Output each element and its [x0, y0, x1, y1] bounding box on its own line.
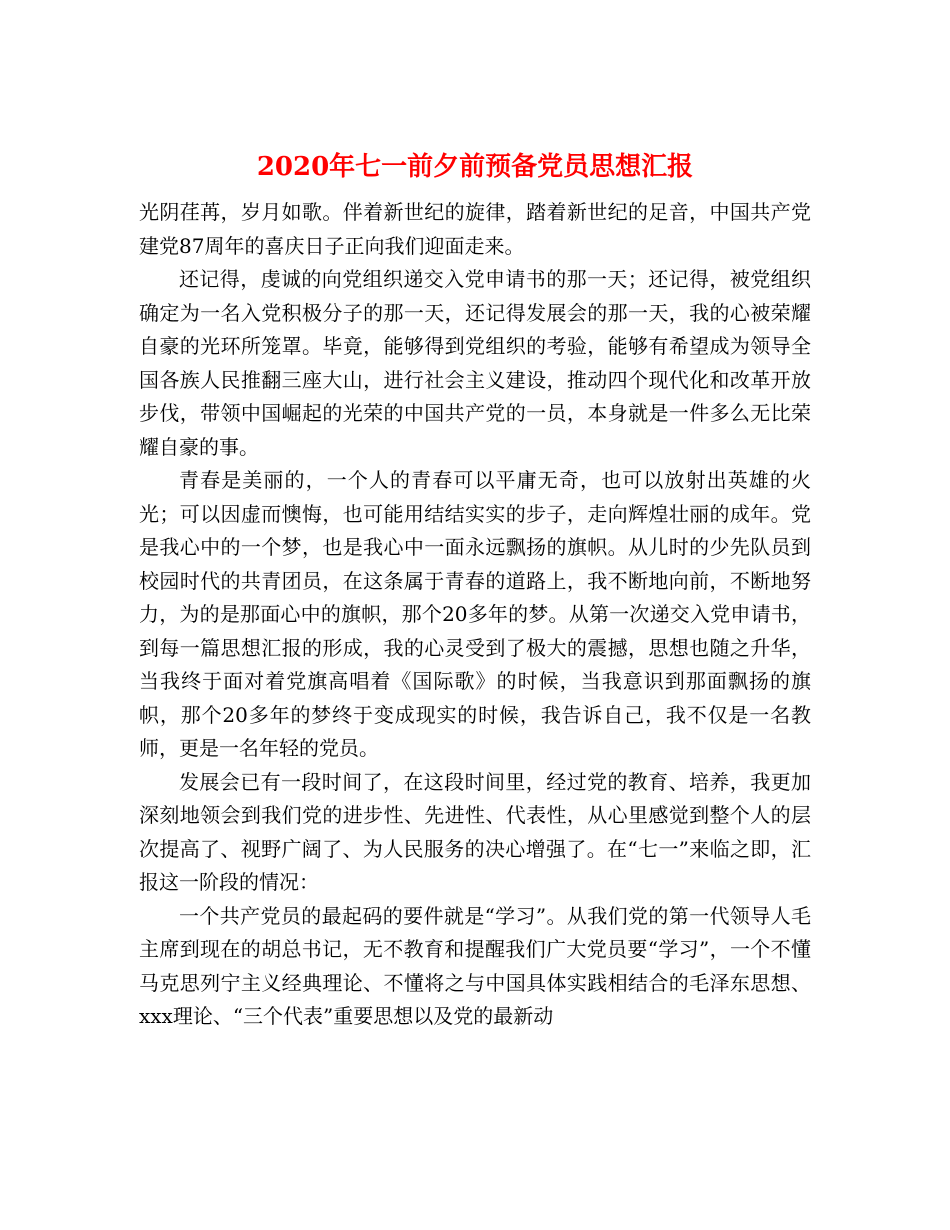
paragraph-2: 还记得，虔诚的向党组织递交入党申请书的那一天；还记得，被党组织确定为一名入党积极分子的那一天，还记得发展会的那一天，我的心被荣耀自豪的光环所笼罩。毕竟，能够得到党组织的考验，能够有希望成为领导全国各族人民推翻三座大山，进行社会主义建设，推动四个现代化和改革开放步伐，带领中国崛起的光荣的中国共产党的一员，本身就是一件多么无比荣耀自豪的事。	[139, 267, 811, 459]
paragraph-4: 发展会已有一段时间了，在这段时间里，经过党的教育、培养，我更加深刻地领会到我们党的进步性、先进性、代表性，从心里感觉到整个人的层次提高了、视野广阔了、为人民服务的决心增强了。在“七一”来临之即，汇报这一阶段的情况：	[139, 769, 811, 894]
paragraph-3: 青春是美丽的，一个人的青春可以平庸无奇，也可以放射出英雄的火光；可以因虚而懊悔，也可能用结结实实的步子，走向辉煌壮丽的成年。党是我心中的一个梦，也是我心中一面永远飘扬的旗帜。从儿时的少先队员到校园时代的共青团员，在这条属于青春的道路上，我不断地向前，不断地努力，为的是那面心中的旗帜，那个20多年的梦。从第一次递交入党申请书，到每一篇思想汇报的形成，我的心灵受到了极大的震撼，思想也随之升华，当我终于面对着党旗高唱着《国际歌》的时候，当我意识到那面飘扬的旗帜，那个20多年的梦终于变成现实的时候，我告诉自己，我不仅是一名教师，更是一名年轻的党员。	[139, 468, 811, 760]
document-title: 2020年七一前夕前预备党员思想汇报	[256, 152, 694, 183]
document-body	[139, 196, 811, 1034]
paragraph-1: 光阴荏苒，岁月如歌。伴着新世纪的旋律，踏着新世纪的足音，中国共产党建党87周年的喜庆日子正向我们迎面走来。	[139, 200, 811, 258]
paragraph-5: 一个共产党员的最起码的要件就是“学习”。从我们党的第一代领导人毛主席到现在的胡总书记，无不教育和提醒我们广大党员要“学习”，一个不懂马克思列宁主义经典理论、不懂将之与中国具体实践相结合的毛泽东思想、xxx理论、“三个代表”重要思想以及党的最新动	[139, 903, 811, 1028]
